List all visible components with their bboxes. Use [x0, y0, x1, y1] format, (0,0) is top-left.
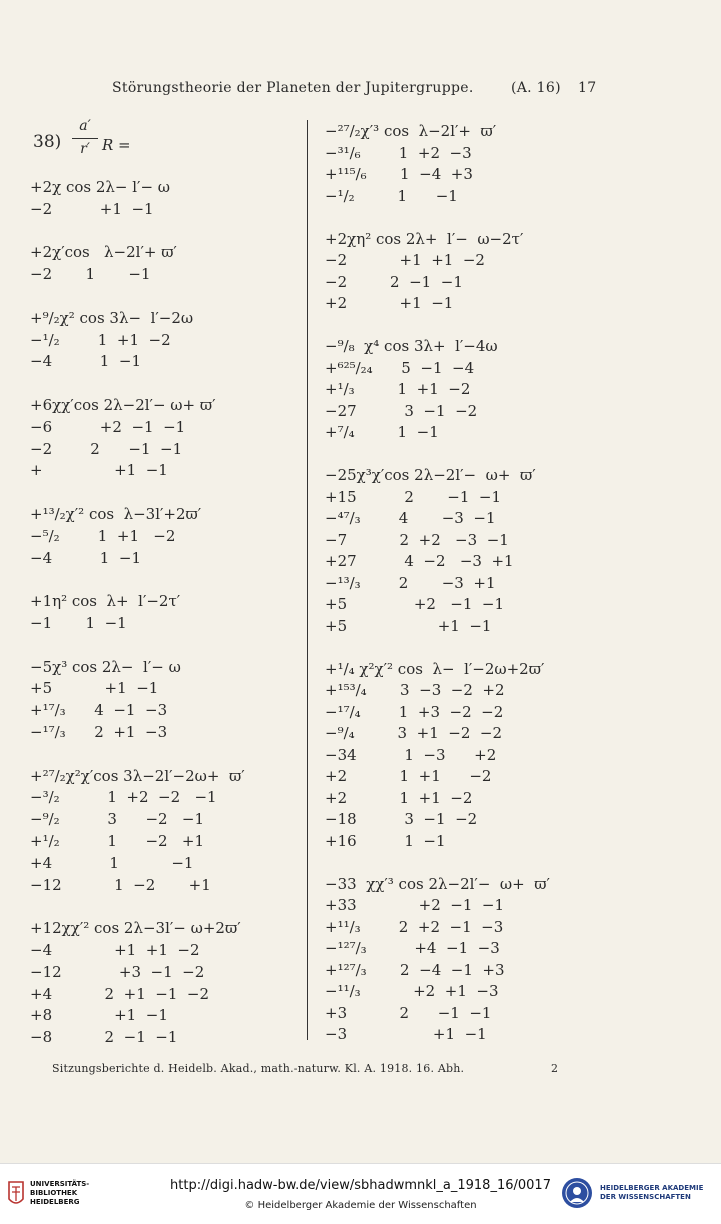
- equation-fraction: [72, 118, 98, 157]
- formula-line: −2 +1 −1: [30, 199, 154, 218]
- formula-line: −2 +1 +1 −2: [325, 251, 485, 269]
- formula-line: +¹/₃ 1 +1 −2: [325, 380, 471, 398]
- formula-line: +6χχ′cos 2λ−2l′− ω+ ϖ′: [30, 396, 216, 414]
- library-band: [0, 1163, 721, 1224]
- formula-line: −⁵/₂ 1 +1 −2: [30, 526, 176, 545]
- formula-line: +8 +1 −1: [30, 1006, 168, 1025]
- formula-line: −5χ³ cos 2λ− l′− ω: [30, 657, 181, 676]
- fraction-bar: [72, 138, 98, 139]
- formula-line: −¹¹/₃ +2 +1 −3: [325, 982, 499, 1000]
- formula-line: +¹⁷/₃ 4 −1 −3: [30, 701, 168, 720]
- formula-line: −¹⁷/₄ 1 +3 −2 −2: [325, 702, 504, 721]
- formula-line: +2χ cos 2λ− l′− ω: [30, 178, 171, 196]
- formula-line: −¹²⁷/₃ +4 −1 −3: [325, 939, 500, 957]
- library-name-line1: UNIVERSITÄTS-: [30, 1180, 90, 1188]
- formula-line: +16 1 −1: [325, 831, 446, 850]
- formula-line: +5 +1 −1: [325, 616, 492, 635]
- formula-line: −4 1 −1: [30, 352, 141, 371]
- formula-line: −¹/₂ 1 −1: [325, 186, 458, 205]
- formula-line: +¹/₄ χ²χ′² cos λ− l′−2ω+2ϖ′: [325, 659, 545, 678]
- formula-line: + +1 −1: [30, 461, 168, 480]
- formula-line: +⁹/₂χ² cos 3λ− l′−2ω: [30, 308, 194, 327]
- formula-line: −¹⁷/₃ 2 +1 −3: [30, 723, 168, 741]
- formula-line: −⁹/₈ χ⁴ cos 3λ+ l′−4ω: [325, 337, 498, 355]
- formula-line: +⁷/₄ 1 −1: [325, 423, 439, 441]
- formula-line: −33 χχ′³ cos 2λ−2l′− ω+ ϖ′: [325, 874, 550, 893]
- formula-line: +¹³/₂χ′² cos λ−3l′+2ϖ′: [30, 505, 202, 523]
- formula-line: −3 +1 −1: [325, 1025, 487, 1043]
- formula-line: −¹³/₃ 2 −3 +1: [325, 573, 496, 592]
- formula-line: +15 2 −1 −1: [325, 487, 502, 506]
- formula-line: −2 2 −1 −1: [325, 272, 463, 291]
- formula-line: +5 +2 −1 −1: [325, 595, 505, 613]
- document-url[interactable]: http://digi.hadw-bw.de/view/sbhadwmnkl_a_1918_16/0017: [170, 1178, 551, 1193]
- formula-line: +2 1 +1 −2: [325, 767, 492, 785]
- formula-line: −1 1 −1: [30, 614, 127, 632]
- academy-name-line1: HEIDELBERGER AKADEMIE: [600, 1184, 704, 1192]
- formula-line: −34 1 −3 +2: [325, 745, 497, 764]
- academy-name: [600, 1184, 703, 1202]
- formula-line: +⁶²⁵/₂₄ 5 −1 −4: [325, 358, 475, 377]
- page-number: 17: [578, 80, 597, 96]
- formula-line: −4 1 −1: [30, 548, 141, 567]
- formula-line: −³/₂ 1 +2 −2 −1: [30, 788, 217, 807]
- formula-line: −6 +2 −1 −1: [30, 417, 186, 436]
- fraction-denominator: r′: [80, 141, 90, 157]
- formula-line: −12 +3 −1 −2: [30, 962, 205, 981]
- formula-line: −³¹/₆ 1 +2 −3: [325, 143, 472, 162]
- formula-line: +3 2 −1 −1: [325, 1003, 492, 1022]
- footer-citation: Sitzungsberichte d. Heidelb. Akad., math.-naturw. Kl. A. 1918. 16. Abh.: [52, 1062, 465, 1075]
- formula-line: +4 1 −1: [30, 853, 194, 872]
- formula-line: −25χ³χ′cos 2λ−2l′− ω+ ϖ′: [325, 466, 536, 484]
- formula-line: +¹¹⁵/₆ 1 −4 +3: [325, 165, 473, 183]
- formula-line: +5 +1 −1: [30, 679, 159, 698]
- copyright-notice: © Heidelberger Akademie der Wissenschaften: [244, 1200, 477, 1211]
- page-footer: [52, 1062, 559, 1075]
- academy-name-line2: DER WISSENSCHAFTEN: [600, 1193, 691, 1201]
- signature-mark: 2: [551, 1062, 559, 1075]
- formula-line: −8 2 −1 −1: [30, 1028, 178, 1047]
- formula-line: +1η² cos λ+ l′−2τ′: [30, 592, 181, 611]
- formula-line: −2 1 −1: [30, 265, 151, 284]
- formula-line: −12 1 −2 +1: [30, 875, 211, 894]
- formula-line: +27 4 −2 −3 +1: [325, 552, 514, 570]
- formula-line: −18 3 −1 −2: [325, 810, 478, 828]
- formula-line: +²⁷/₂χ²χ′cos 3λ−2l′−2ω+ ϖ′: [30, 766, 245, 785]
- academy-seal-icon: [560, 1176, 594, 1210]
- formula-line: −¹/₂ 1 +1 −2: [30, 330, 171, 349]
- formula-line: −27 3 −1 −2: [325, 401, 478, 420]
- formula-line: −⁹/₄ 3 +1 −2 −2: [325, 724, 503, 742]
- column-divider: [307, 120, 308, 1040]
- formula-line: −2 2 −1 −1: [30, 439, 183, 458]
- formula-line: +¹²⁷/₃ 2 −4 −1 +3: [325, 960, 505, 979]
- equation-rhs: R =: [102, 136, 131, 154]
- formula-line: +2 +1 −1: [325, 294, 454, 312]
- formula-line: +2χη² cos 2λ+ l′− ω−2τ′: [325, 229, 524, 248]
- formula-line: +¹/₂ 1 −2 +1: [30, 832, 205, 850]
- formula-line: +4 2 +1 −1 −2: [30, 984, 210, 1003]
- formula-line: +¹⁵³/₄ 3 −3 −2 +2: [325, 681, 505, 699]
- formula-line: −⁹/₂ 3 −2 −1: [30, 810, 205, 829]
- formula-line: −7 2 +2 −3 −1: [325, 530, 509, 549]
- section-label: (A. 16): [511, 80, 561, 96]
- formula-line: −4 +1 +1 −2: [30, 941, 200, 959]
- running-title: Störungstheorie der Planeten der Jupitergruppe.: [112, 80, 474, 96]
- formula-line: +¹¹/₃ 2 +2 −1 −3: [325, 917, 504, 936]
- formula-line: +33 +2 −1 −1: [325, 896, 505, 914]
- library-name-line3: HEIDELBERG: [30, 1198, 80, 1206]
- formula-line: −⁴⁷/₃ 4 −3 −1: [325, 509, 496, 527]
- formula-line: +2χ′cos λ−2l′+ ϖ′: [30, 243, 177, 262]
- formula-line: −²⁷/₂χ′³ cos λ−2l′+ ϖ′: [325, 122, 497, 140]
- formula-line: +12χχ′² cos 2λ−3l′− ω+2ϖ′: [30, 919, 241, 938]
- library-name-line2: BIBLIOTHEK: [30, 1189, 78, 1197]
- formula-line: +2 1 +1 −2: [325, 788, 473, 807]
- fraction-numerator: a′: [79, 118, 91, 134]
- equation-number: 38): [33, 132, 62, 152]
